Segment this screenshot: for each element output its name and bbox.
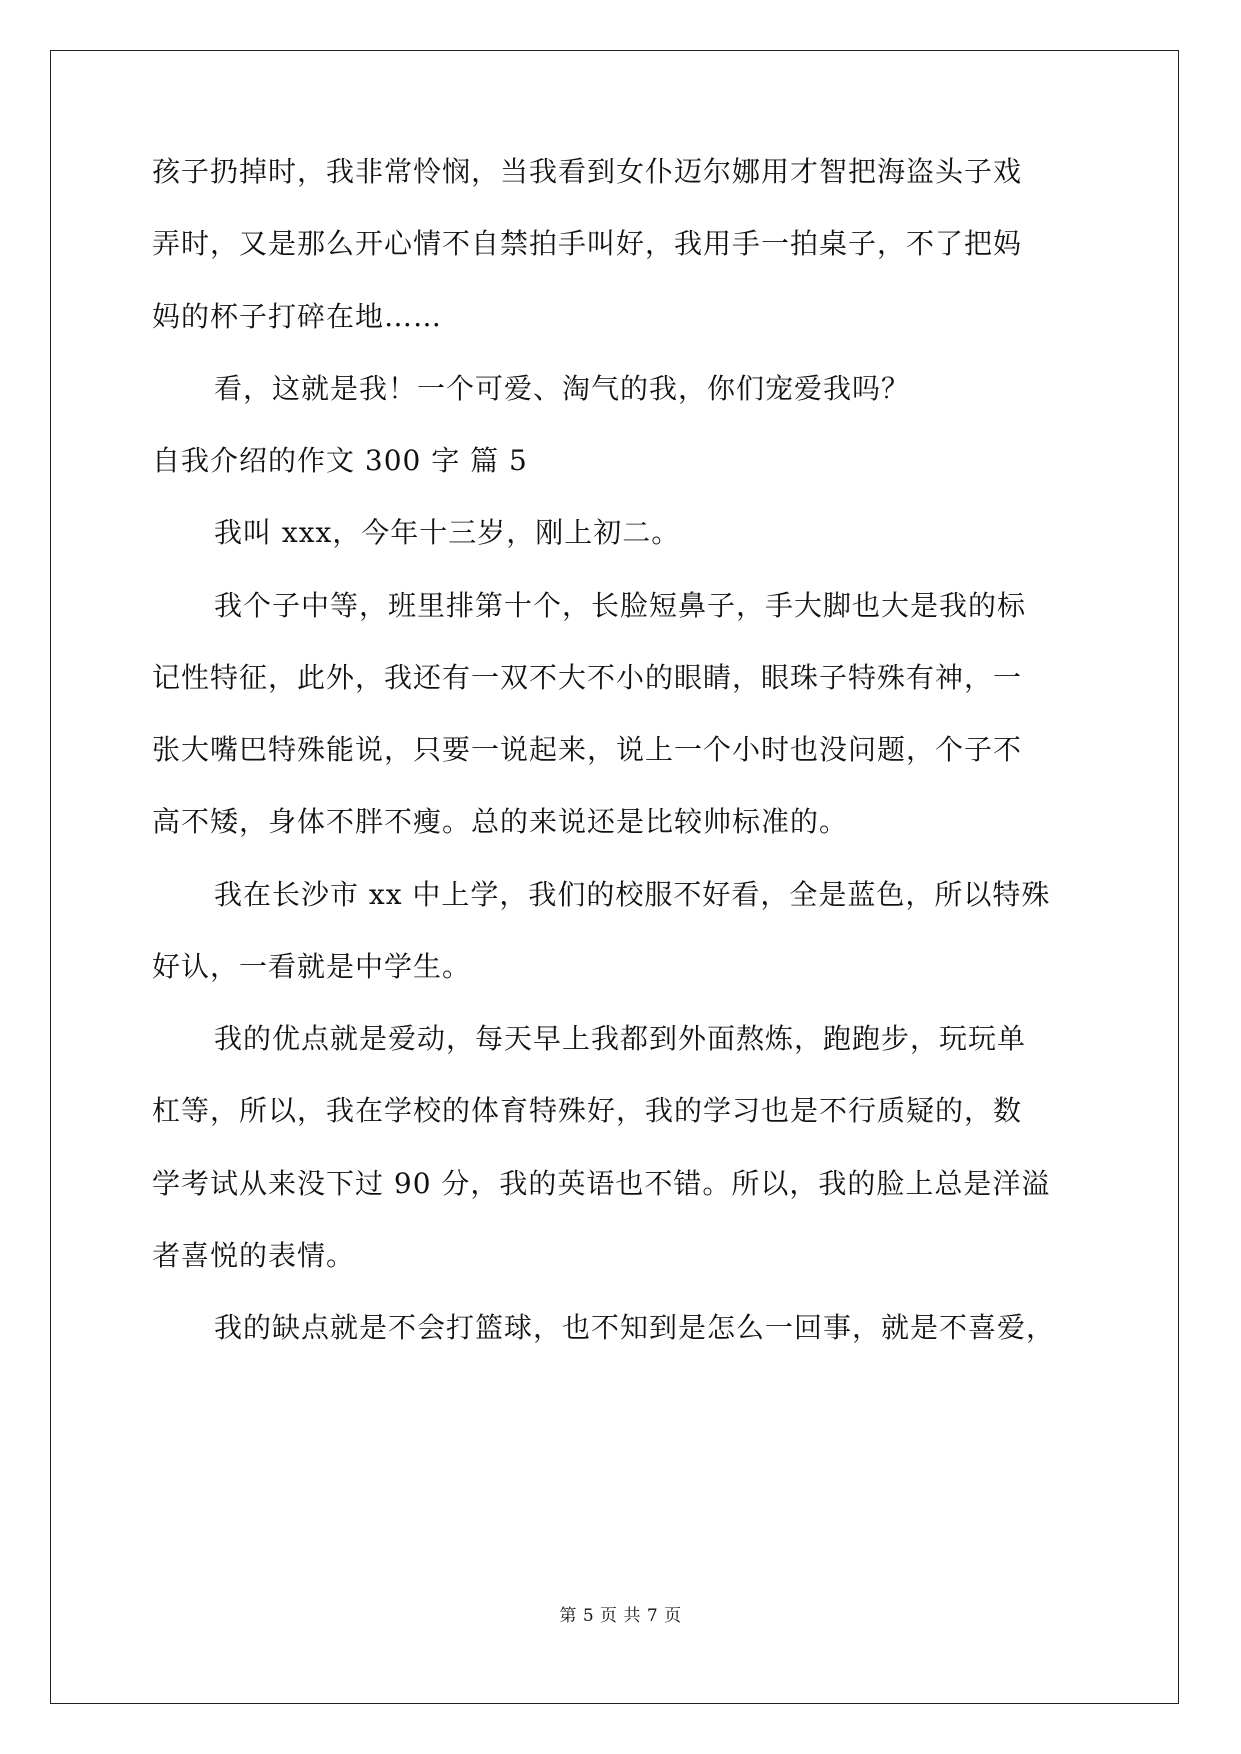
text-line: 我的优点就是爱动，每天早上我都到外面熬炼，跑跑步，玩玩单	[214, 1022, 1027, 1055]
text-line: 好认，一看就是中学生。	[152, 950, 472, 983]
text-line: 弄时，又是那么开心情不自禁拍手叫好，我用手一拍桌子，不了把妈	[152, 227, 1023, 260]
text-line: 记性特征，此外，我还有一双不大不小的眼睛，眼珠子特殊有神，一	[152, 661, 1023, 694]
text-line: 者喜悦的表情。	[152, 1239, 356, 1272]
text-line: 张大嘴巴特殊能说，只要一说起来，说上一个小时也没问题，个子不	[152, 733, 1023, 766]
text-line: 妈的杯子打碎在地……	[152, 300, 443, 333]
text-line: 我个子中等，班里排第十个，长脸短鼻子，手大脚也大是我的标	[214, 589, 1027, 622]
text-line: 学考试从来没下过 90 分，我的英语也不错。所以，我的脸上总是洋溢	[152, 1167, 1051, 1200]
text-line: 孩子扔掉时，我非常怜悯，当我看到女仆迈尔娜用才智把海盗头子戏	[152, 155, 1023, 188]
text-line: 看，这就是我！一个可爱、淘气的我，你们宠爱我吗？	[214, 372, 911, 405]
text-line: 杠等，所以，我在学校的体育特殊好，我的学习也是不行质疑的，数	[152, 1094, 1023, 1127]
section-heading: 自我介绍的作文 300 字 篇 5	[152, 444, 528, 477]
text-line: 我的缺点就是不会打篮球，也不知到是怎么一回事，就是不喜爱，	[214, 1311, 1056, 1344]
page-number: 第 5 页 共 7 页	[559, 1606, 682, 1626]
text-line: 我叫 xxx，今年十三岁，刚上初二。	[214, 516, 681, 549]
text-line: 我在长沙市 xx 中上学，我们的校服不好看，全是蓝色，所以特殊	[214, 878, 1051, 911]
text-line: 高不矮，身体不胖不瘦。总的来说还是比较帅标准的。	[152, 805, 849, 838]
